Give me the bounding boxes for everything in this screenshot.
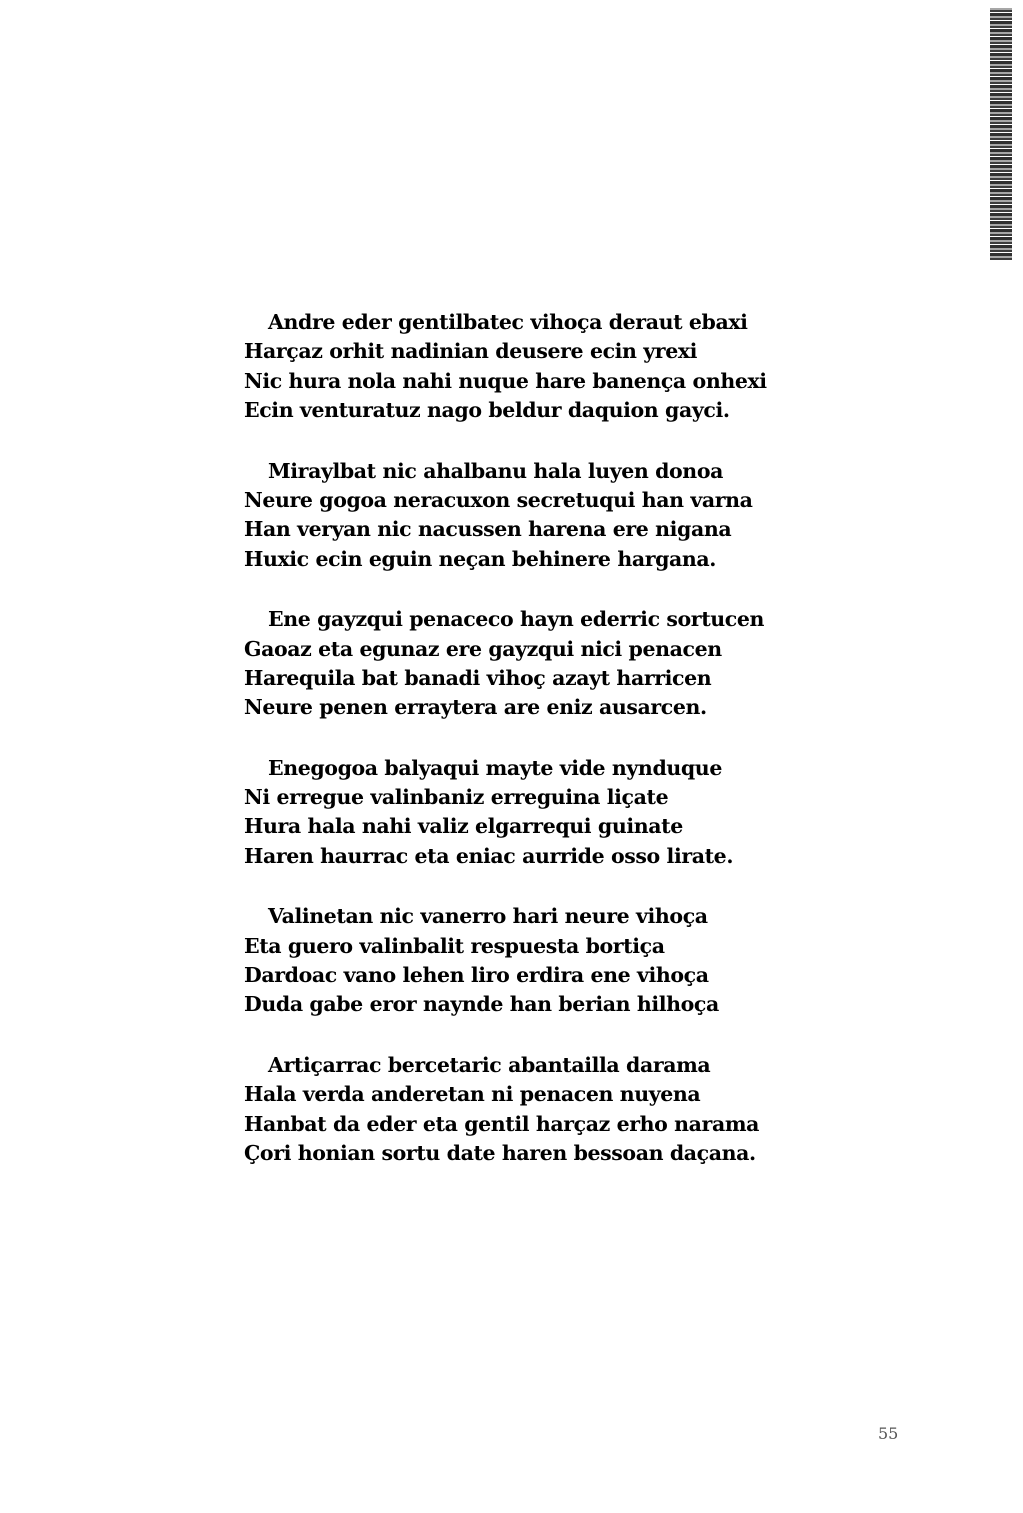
verse-line: Huxic ecin eguin neçan behinere hargana. — [244, 546, 717, 571]
verse-line: Artiçarrac bercetaric abantailla darama — [268, 1052, 711, 1077]
stanza-4 — [244, 754, 784, 872]
verse-line: Valinetan nic vanerro hari neure vihoça — [268, 904, 708, 929]
verse-line: Hura hala nahi valiz elgarrequi guinate — [244, 814, 683, 839]
stanza-5 — [244, 902, 784, 1020]
verse-line: Han veryan nic nacussen harena ere nigana — [244, 517, 732, 542]
verse-line: Enegogoa balyaqui mayte vide nynduque — [268, 755, 722, 780]
verse-line: Nic hura nola nahi nuque hare banença onhexi — [244, 368, 767, 393]
poem — [244, 308, 784, 1199]
verse-line: Neure gogoa neracuxon secretuqui han varna — [244, 487, 753, 512]
verse-line: Hala verda anderetan ni penacen nuyena — [244, 1082, 701, 1107]
scan-edge-artifact — [990, 8, 1012, 260]
verse-line: Çori honian sortu date haren bessoan daçana. — [244, 1140, 756, 1165]
stanza-1 — [244, 308, 784, 426]
stanza-6 — [244, 1051, 784, 1169]
verse-line: Hanbat da eder eta gentil harçaz erho narama — [244, 1111, 760, 1136]
verse-line: Andre eder gentilbatec vihoça deraut ebaxi — [268, 310, 748, 334]
stanza-2 — [244, 457, 784, 575]
verse-line: Gaoaz eta egunaz ere gayzqui nici penacen — [244, 636, 722, 661]
verse-line: Dardoac vano lehen liro erdira ene vihoça — [244, 963, 709, 988]
verse-line: Ene gayzqui penaceco hayn ederric sortucen — [268, 607, 765, 632]
verse-line: Eta guero valinbalit respuesta bortiça — [244, 933, 665, 958]
verse-line: Harçaz orhit nadinian deusere ecin yrexi — [244, 339, 698, 364]
verse-line: Ni erregue valinbaniz erreguina liçate — [244, 785, 669, 810]
verse-line: Duda gabe eror naynde han berian hilhoça — [244, 992, 719, 1017]
verse-line: Haren haurrac eta eniac aurride osso lirate. — [244, 843, 734, 868]
page-number: 55 — [878, 1424, 899, 1443]
verse-line: Ecin venturatuz nago beldur daquion gayci. — [244, 398, 730, 423]
stanza-3 — [244, 605, 784, 723]
verse-line: Harequila bat banadi vihoç azayt harricen — [244, 665, 712, 690]
verse-line: Miraylbat nic ahalbanu hala luyen donoa — [268, 458, 723, 483]
verse-line: Neure penen erraytera are eniz ausarcen. — [244, 695, 707, 720]
